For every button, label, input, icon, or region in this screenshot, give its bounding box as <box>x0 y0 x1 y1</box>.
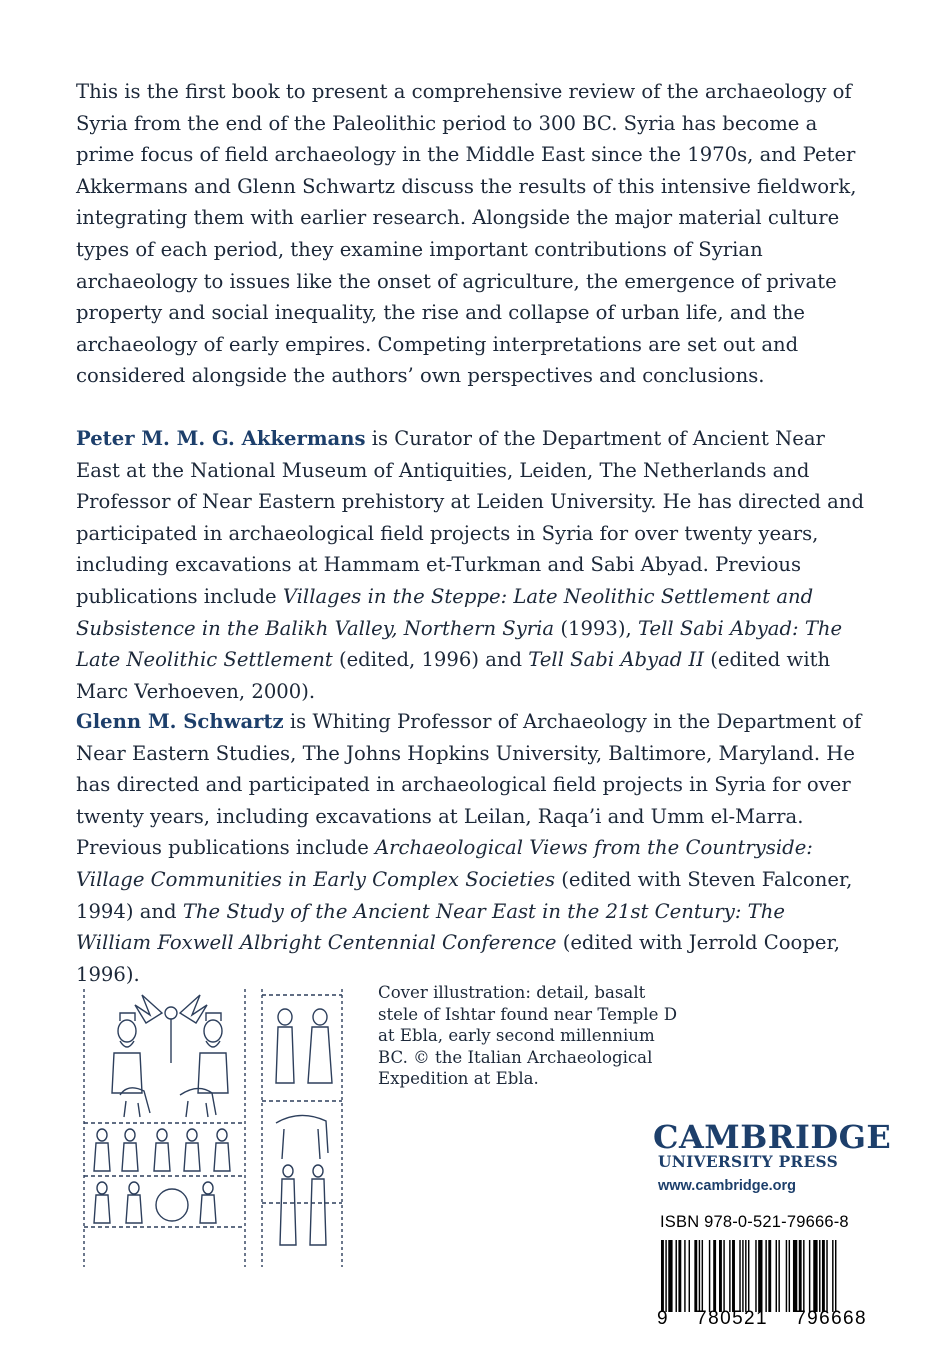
book-description: This is the first book to present a comprehensive review of the archaeology of Syria from the end of the Paleolithic period to 300 BC. Syria has become a prime focus of field archaeology in the Middle East since the 1970s, and Peter Akkermans and Glenn Schwartz discuss the results of this intensive fieldwork, integrating them with earlier research. Alongside the major material culture types of each period, they examine important contributions of Syrian archaeology to issues like the onset of agriculture, the emergence of private property and social inequality, the rise and collapse of urban life, and the archaeology of early empires. Competing interpretations are set out and considered alongside the authors’ own perspectives and conclusions. <box>76 80 857 388</box>
barcode-bar <box>748 1240 749 1312</box>
caption-line: Cover illustration: detail, basalt <box>378 983 646 1002</box>
bio-text: (edited with Marc Verhoeven, 2000). <box>76 648 831 703</box>
barcode-bar <box>835 1240 836 1312</box>
barcode-bar <box>813 1240 817 1312</box>
barcode-bar <box>699 1240 700 1312</box>
caption-line: at Ebla, early second millennium <box>378 1026 655 1046</box>
barcode-bar <box>819 1240 820 1312</box>
barcode-digit-group: 9 <box>657 1308 669 1329</box>
barcode-bar <box>809 1240 810 1312</box>
barcode-bar <box>755 1240 756 1312</box>
author-bio-schwartz <box>76 706 866 990</box>
bio-text: (edited with Jerrold Cooper, 1996). <box>76 931 840 986</box>
caption-line: stele of Ishtar found near Temple D <box>378 1004 678 1024</box>
barcode-bar <box>786 1240 787 1312</box>
author-name: Glenn M. Schwartz <box>76 710 284 733</box>
bio-text: is Whiting Professor of Archaeology in the Department of Near Eastern Studies, The Johns Hopkins University, Baltimore, Maryland. He has directed and participated in archaeological field projects in Syria for over twenty years, including excavations at Leilan, Raqa’i and Umm el-Marra. Previous publications include <box>76 710 862 860</box>
barcode-bar <box>709 1240 710 1312</box>
barcode-bar <box>723 1240 724 1312</box>
barcode-bar <box>758 1240 762 1312</box>
barcode-bar <box>793 1240 797 1312</box>
caption-line: BC. © the Italian Archaeological <box>378 1047 653 1067</box>
barcode-bar <box>822 1240 825 1312</box>
isbn-label: ISBN 978-0-521-79666-8 <box>660 1213 849 1231</box>
barcode-bar <box>719 1240 722 1312</box>
barcode-bar <box>676 1240 677 1312</box>
cover-illustration-caption <box>378 982 708 1090</box>
barcode-bar <box>665 1240 666 1312</box>
barcode-bar <box>739 1240 740 1312</box>
barcode-bar <box>689 1240 690 1312</box>
barcode-bar <box>661 1240 664 1312</box>
barcode-bar <box>778 1240 779 1312</box>
barcode-bar <box>742 1240 743 1312</box>
stele-illustration <box>80 983 350 1273</box>
barcode-bar <box>668 1240 672 1312</box>
barcode-bar <box>776 1240 777 1312</box>
bio-text: (edited, 1996) and <box>332 648 529 672</box>
barcode-bar <box>803 1240 804 1312</box>
publication-title: Tell Sabi Abyad: The Late Neolithic Settlement <box>76 616 843 672</box>
author-name: Peter M. M. G. Akkermans <box>76 427 366 450</box>
barcode-bar <box>768 1240 771 1312</box>
author-bio-akkermans <box>76 423 866 707</box>
bio-text: (1993), <box>554 616 638 640</box>
publisher-logo-subtitle: UNIVERSITY PRESS <box>658 1153 839 1171</box>
publication-title: Villages in the Steppe: Late Neolithic Settlement and Subsistence in the Balikh Valley, Northern Syria <box>76 584 814 640</box>
caption-line: Expedition at Ebla. <box>378 1069 539 1089</box>
publisher-url: www.cambridge.org <box>658 1178 797 1194</box>
barcode-bar <box>799 1240 802 1312</box>
publisher-logo-name: CAMBRIDGE <box>653 1118 892 1156</box>
barcode-bar <box>765 1240 766 1312</box>
barcode-bar <box>826 1240 827 1312</box>
barcode-bar <box>702 1240 703 1312</box>
barcode-bar <box>713 1240 716 1312</box>
barcode-bar <box>789 1240 790 1312</box>
barcode-bar <box>729 1240 730 1312</box>
barcode-bar <box>694 1240 697 1312</box>
isbn-barcode <box>657 1240 865 1312</box>
barcode-digits <box>657 1308 867 1330</box>
barcode-bar <box>684 1240 685 1312</box>
bio-text: is Curator of the Department of Ancient Near East at the National Museum of Antiquities, Leiden, The Netherlands and Professor of Near Eastern prehistory at Leiden University. He has directed and participated in archaeological field projects in Syria for over twenty years, including excavations at Hammam et-Turkman and Sabi Abyad. Previous publications include <box>76 427 865 608</box>
bio-text: (edited with Steven Falconer, 1994) and <box>76 867 853 923</box>
barcode-bar <box>732 1240 735 1312</box>
publication-title: Tell Sabi Abyad II <box>528 648 705 672</box>
barcode-digit-group: 780521 <box>696 1308 768 1329</box>
barcode-digit-group: 796668 <box>795 1308 867 1329</box>
publication-title: The Study of the Ancient Near East in the 21st Century: The William Foxwell Albright Centennial Conference <box>76 899 785 955</box>
barcode-bar <box>832 1240 833 1312</box>
barcode-bar <box>745 1240 746 1312</box>
publication-title: Archaeological Views from the Countryside: Village Communities in Early Complex Societies <box>76 836 813 891</box>
barcode-bar <box>678 1240 681 1312</box>
